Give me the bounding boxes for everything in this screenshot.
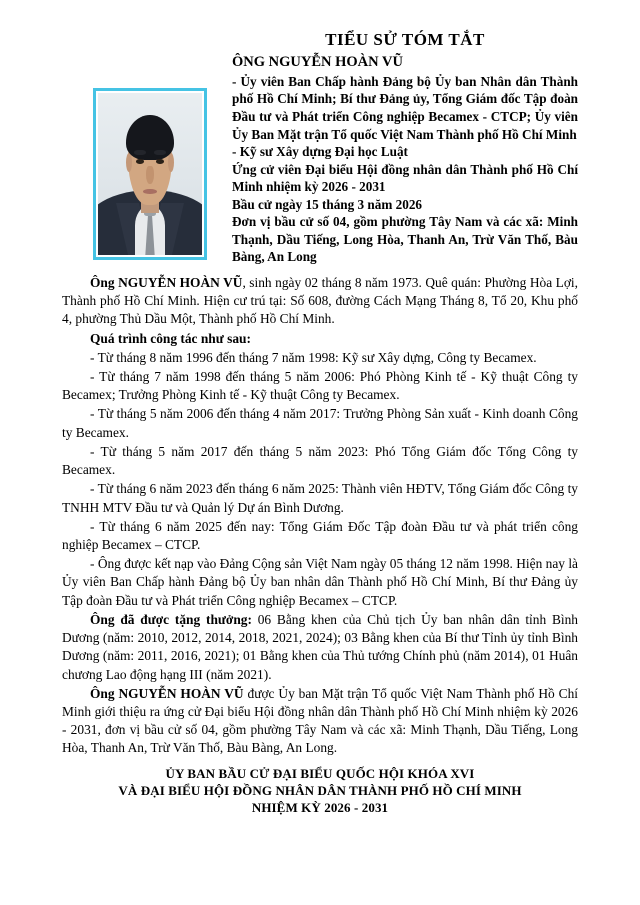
career-item: - Từ tháng 8 năm 1996 đến tháng 7 năm 1998: Kỹ sư Xây dựng, Công ty Becamex. <box>90 349 537 365</box>
header-candidacy-line: Ứng cử viên Đại biểu Hội đồng nhân dân Thành phố Hồ Chí Minh nhiệm kỳ 2026 - 2031 <box>232 161 578 195</box>
awards-label: Ông đã được tặng thưởng: <box>90 611 252 627</box>
career-item: - Từ tháng 6 năm 2025 đến nay: Tổng Giám Đốc Tập đoàn Đầu tư và phát triển công nghiệp Becamex – CTCP. <box>62 518 578 553</box>
photo-mouth <box>143 189 158 194</box>
photo-ear-left <box>126 153 132 172</box>
career-item: - Ông được kết nạp vào Đảng Cộng sản Việt Nam ngày 05 tháng 12 năm 1998. Hiện nay là Ủy viên Ban Chấp hành Đảng bộ Ủy ban nhân dân Thành phố Hồ Chí Minh, Bí thư Đảng ủy Tập đoàn Đầu tư và Phát triển Công nghiệp Becamex – CTCP. <box>62 556 578 608</box>
career-item: - Từ tháng 6 năm 2023 đến tháng 6 năm 2025: Thành viên HĐTV, Tổng Giám đốc Công ty TNHH MTV Đầu tư và Quản lý Dự án Bình Dương. <box>62 481 578 515</box>
header-election-date-line: Bầu cử ngày 15 tháng 3 năm 2026 <box>232 196 423 212</box>
career-item: - Từ tháng 5 năm 2017 đến tháng 5 năm 2023: Phó Tổng Giám đốc Tổng Công ty Becamex. <box>62 443 578 478</box>
bio-paragraph <box>62 274 578 329</box>
nomination-text: được Ủy ban Mặt trận Tổ quốc Việt Nam Thành phố Hồ Chí Minh giới thiệu ra ứng cử Đại biểu Hội đồng nhân dân Thành phố Hồ Chí Minh nhiệm kỳ 2026 - 2031, đơn vị bầu cử số 04, gồm phường Tây Nam và các xã: Minh Thạnh, Dầu Tiếng, Long Hòa, Thanh An, Trừ Văn Thố, Bàu Bàng, An Long. <box>62 685 578 756</box>
nomination-name: Ông NGUYỄN HOÀN VŨ <box>90 685 244 701</box>
document-title: TIỂU SỬ TÓM TẮT <box>325 30 485 49</box>
bio-details: , sinh ngày 02 tháng 8 năm 1973. Quê quán: Phường Hòa Lợi, Thành phố Hồ Chí Minh. Hiện cư trú tại: Số 608, đường Cách Mạng Tháng 8, Tổ 20, Khu phố 4, phường Thủ Dầu Một, Thành phố Hồ Chí Minh. <box>62 274 578 327</box>
photo-eyebrow-right <box>154 150 165 156</box>
awards-text: 06 Bằng khen của Chủ tịch Ủy ban nhân dân tỉnh Bình Dương (năm: 2010, 2012, 2014, 2018, 2021, 2024); 03 Bằng khen của Bí thư Tỉnh ủy tỉnh Bình Dương (năm: 2011, 2016, 2021); 01 Bằng khen của Thủ tướng Chính phủ (năm 2014), 01 Huân chương Lao động hạng III (năm 2021). <box>62 611 578 682</box>
footer-line-1: ỦY BAN BẦU CỬ ĐẠI BIỂU QUỐC HỘI KHÓA XVI <box>165 765 475 781</box>
awards-paragraph <box>62 611 578 684</box>
nomination-paragraph <box>62 685 578 758</box>
portrait-photo-frame <box>93 88 207 260</box>
body-section <box>62 274 578 758</box>
career-item: - Từ tháng 5 năm 2006 đến tháng 4 năm 2017: Trưởng Phòng Sản xuất - Kinh doanh Công ty Becamex. <box>62 406 578 440</box>
portrait-photo <box>98 93 202 255</box>
footer-line-3: NHIỆM KỲ 2026 - 2031 <box>251 800 389 816</box>
bio-name: Ông NGUYỄN HOÀN VŨ <box>90 274 243 290</box>
footer-line-2: VÀ ĐẠI BIỂU HỘI ĐỒNG NHÂN DÂN THÀNH PHỐ HỒ CHÍ MINH <box>118 783 522 799</box>
photo-eye-right <box>156 159 164 165</box>
header-text-column <box>232 30 578 266</box>
header-constituency-line: Đơn vị bầu cử số 04, gồm phường Tây Nam và các xã: Minh Thạnh, Dầu Tiếng, Long Hòa, Thanh An, Trừ Văn Thố, Bàu Bàng, An Long <box>232 214 578 265</box>
photo-nose <box>146 166 153 184</box>
subject-name: ÔNG NGUYỄN HOÀN VŨ <box>232 54 403 71</box>
photo-eyebrow-left <box>134 150 145 156</box>
header-education-line: - Kỹ sư Xây dựng Đại học Luật <box>232 144 408 160</box>
header-position-line: - Ủy viên Ban Chấp hành Đảng bộ Ủy ban Nhân dân Thành phố Hồ Chí Minh; Bí thư Đảng ủy, Tổng Giám đốc Tập đoàn Đầu tư và Phát triển Công nghiệp Becamex - CTCP; Ủy viên Ủy Ban Mặt trận Tổ quốc Việt Nam Thành phố Hồ Chí Minh <box>232 73 578 142</box>
career-item: - Từ tháng 7 năm 1998 đến tháng 5 năm 2006: Phó Phòng Kinh tế - Kỹ thuật Công ty Becamex; Trưởng Phòng Kinh tế - Kỹ thuật Công ty Becamex. <box>62 369 578 403</box>
footer-section <box>62 765 578 817</box>
career-heading: Quá trình công tác như sau: <box>90 330 251 346</box>
header-section <box>62 30 578 266</box>
